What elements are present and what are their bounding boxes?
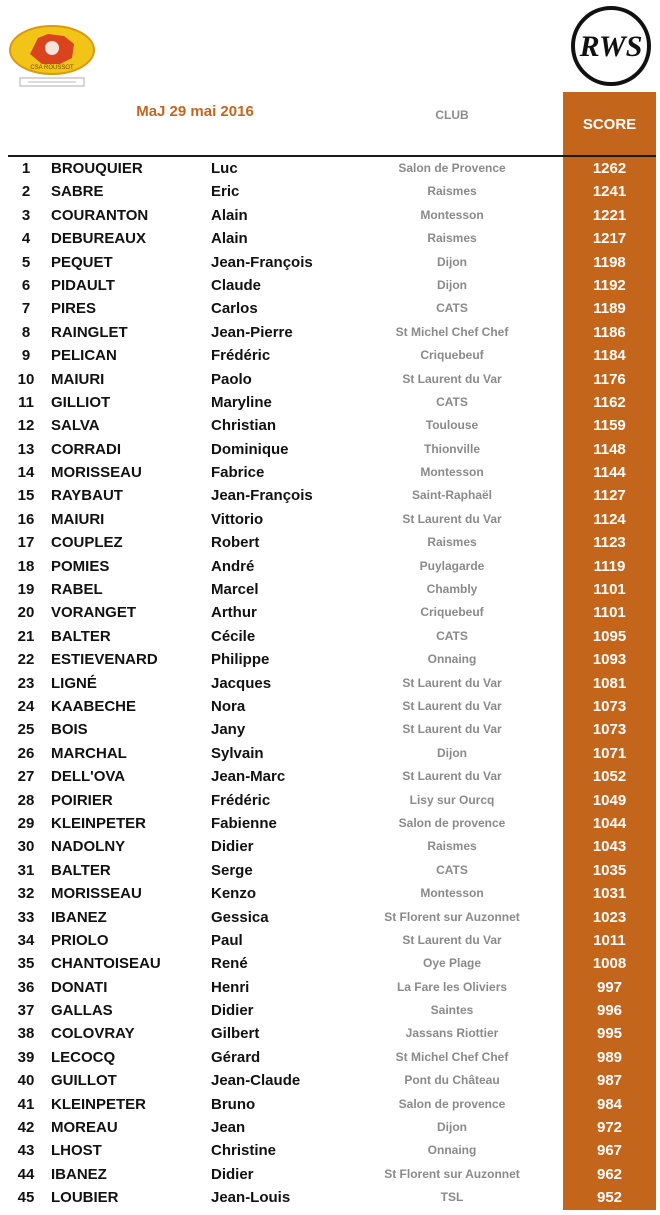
last-name-cell: NADOLNY [51,838,126,856]
rank-cell: 26 [17,744,35,762]
rank-cell: 42 [17,1119,35,1137]
rank-cell: 8 [21,323,31,341]
club-cell: CATS [436,862,468,877]
first-name-cell: Frédéric [211,347,271,365]
rank-cell: 34 [17,931,35,949]
first-name-cell: Jean-François [211,487,313,505]
last-name-cell: GILLIOT [51,393,111,411]
last-name-cell: PRIOLO [51,931,109,949]
club-cell: Raismes [427,535,477,550]
score-cell: 1159 [593,417,626,435]
club-cell: Dijon [437,1120,467,1135]
score-cell: 962 [596,1165,623,1183]
table-row [0,999,660,1022]
club-cell: Salon de Provence [398,161,506,175]
first-name-cell: Nora [211,697,246,715]
table-row [0,180,660,203]
last-name-cell: CORRADI [51,440,121,458]
club-cell: St Laurent du Var [402,371,502,386]
last-name-cell: MAIURI [51,510,105,528]
score-cell: 1192 [593,276,626,294]
score-cell: 1176 [593,370,626,388]
table-row [0,742,660,765]
table-row [0,859,660,882]
rank-cell: 22 [17,651,35,669]
rank-cell: 40 [17,1072,35,1090]
first-name-cell: Didier [211,1002,254,1020]
club-cell: Pont du Château [404,1073,500,1088]
first-name-cell: Jany [211,721,246,739]
score-cell: 1008 [592,955,627,973]
last-name-cell: ESTIEVENARD [51,651,158,669]
table-row [0,601,660,624]
last-name-cell: KLEINPETER [51,1095,147,1113]
club-cell: St Michel Chef Chef [395,324,509,339]
club-cell: St Laurent du Var [402,698,502,713]
last-name-cell: DONATI [51,978,108,996]
last-name-cell: COLOVRAY [51,1025,135,1043]
club-cell: St Laurent du Var [402,769,502,784]
table-row [0,157,660,180]
score-cell: 952 [596,1189,623,1207]
score-cell: 1052 [592,768,627,786]
rank-cell: 29 [17,814,35,832]
rank-cell: 5 [21,253,31,271]
rank-cell: 24 [17,697,35,715]
club-cell: Puylagarde [419,558,485,573]
rank-cell: 16 [17,510,35,528]
last-name-cell: LECOCQ [51,1048,116,1066]
rank-cell: 13 [17,440,35,458]
table-row [0,1116,660,1139]
first-name-cell: Cécile [211,627,256,645]
club-cell: Criquebeuf [420,348,484,363]
first-name-cell: Claude [211,276,262,294]
club-cell: Thionville [423,441,480,456]
score-cell: 1093 [592,651,627,669]
first-name-cell: Christine [211,1142,277,1160]
score-cell: 1023 [592,908,627,926]
table-row [0,906,660,929]
score-cell: 1262 [592,160,627,177]
club-cell: Raismes [427,231,477,246]
rank-cell: 15 [17,487,35,505]
last-name-cell: BOIS [51,721,88,739]
svg-text:CSA ROUSSOT: CSA ROUSSOT [30,65,74,71]
score-cell: 1044 [592,814,627,832]
score-cell: 996 [596,1002,623,1020]
last-name-cell: LHOST [51,1142,102,1160]
table-row [0,1139,660,1162]
club-cell: Onnaing [427,652,477,667]
rank-cell: 7 [21,300,31,318]
club-cell: Salon de provence [398,1096,506,1111]
table-row [0,321,660,344]
club-cell: St Florent sur Auzonnet [384,909,520,924]
rank-cell: 28 [17,791,35,809]
rank-cell: 11 [18,393,34,411]
first-name-cell: Serge [211,861,253,879]
score-cell: 1073 [592,721,627,739]
table-row [0,484,660,507]
first-name-cell: Marcel [211,581,259,599]
last-name-cell: IBANEZ [51,1165,107,1183]
club-cell: Salon de provence [398,815,506,830]
rank-cell: 39 [17,1048,35,1066]
club-cell: St Laurent du Var [402,675,502,690]
last-name-cell: PIDAULT [51,276,115,294]
rank-cell: 2 [21,183,31,201]
table-row [0,976,660,999]
first-name-cell: Paolo [211,370,252,388]
rank-cell: 25 [17,721,35,739]
table-row [0,882,660,905]
first-name-cell: Alain [211,230,248,248]
first-name-cell: Fabrice [211,464,265,482]
table-row [0,1022,660,1045]
first-name-cell: Sylvain [211,744,264,762]
rank-cell: 38 [17,1025,35,1043]
club-cell: Raismes [427,184,477,199]
club-cell: Dijon [437,745,467,760]
club-cell: St Laurent du Var [402,511,502,526]
first-name-cell: Eric [211,183,240,201]
first-name-cell: André [211,557,255,575]
score-cell: 1184 [593,347,626,365]
score-cell: 1198 [593,253,626,271]
rank-cell: 14 [17,464,35,482]
score-cell: 1101 [593,581,626,599]
score-cell: 1043 [592,838,627,856]
rws-logo [569,4,653,88]
club-cell: Lisy sur Ourcq [409,792,495,807]
last-name-cell: BROUQUIER [51,160,143,177]
last-name-cell: MARCHAL [51,744,127,762]
rank-cell: 19 [17,581,35,599]
score-cell: 1162 [593,393,626,411]
table-row [0,508,660,531]
table-row [0,648,660,671]
table-row [0,227,660,250]
first-name-cell: Didier [211,838,254,856]
last-name-cell: VORANGET [51,604,137,622]
score-cell: 984 [596,1095,623,1113]
table-row [0,1163,660,1186]
club-cell: TSL [440,1190,464,1205]
first-name-cell: Arthur [211,604,257,622]
rank-cell: 3 [21,206,31,224]
club-cell: Dijon [437,277,467,292]
table-row [0,555,660,578]
first-name-cell: Jean-Pierre [211,323,293,341]
first-name-cell: Fabienne [211,814,277,832]
first-name-cell: Luc [211,160,238,177]
table-row [0,1093,660,1116]
score-cell: 1241 [592,183,627,201]
club-cell: St Michel Chef Chef [395,1049,509,1064]
score-cell: 1123 [593,534,626,552]
first-name-cell: Robert [211,534,260,552]
club-cell: Criquebeuf [420,605,484,620]
last-name-cell: COURANTON [51,206,149,224]
rank-cell: 18 [17,557,35,575]
last-name-cell: BALTER [51,627,111,645]
last-name-cell: PIRES [51,300,97,318]
table-row [0,204,660,227]
score-cell: 1081 [592,674,627,692]
table-row [0,368,660,391]
first-name-cell: Bruno [211,1095,256,1113]
score-cell: 995 [596,1025,623,1043]
rank-cell: 6 [21,276,31,294]
last-name-cell: MAIURI [51,370,105,388]
score-cell: 1186 [593,323,626,341]
club-cell: Montesson [420,207,484,222]
rank-cell: 44 [17,1165,35,1183]
last-name-cell: PEQUET [51,253,113,271]
rank-cell: 10 [17,370,35,388]
first-name-cell: Didier [211,1165,254,1183]
table-row [0,952,660,975]
score-cell: 1148 [593,440,626,458]
score-cell: 1119 [593,557,626,575]
last-name-cell: LOUBIER [51,1189,119,1207]
last-name-cell: MORISSEAU [51,464,142,482]
last-name-cell: SALVA [51,417,100,435]
last-name-cell: DEBUREAUX [51,230,147,248]
rank-cell: 20 [17,604,35,622]
last-name-cell: BALTER [51,861,111,879]
score-cell: 1101 [593,604,626,622]
last-name-cell: KAABECHE [51,697,137,715]
first-name-cell: Dominique [211,440,289,458]
club-cell: CATS [436,394,468,409]
club-cell: Dijon [437,254,467,269]
score-cell: 1049 [592,791,627,809]
rank-cell: 36 [17,978,35,996]
last-name-cell: RAINGLET [51,323,128,341]
score-cell: 1011 [593,931,626,949]
club-cell: Toulouse [425,418,479,433]
score-cell: 1124 [593,510,626,528]
score-cell: 989 [596,1048,623,1066]
rank-cell: 1 [21,160,31,177]
score-cell: 1035 [592,861,627,879]
first-name-cell: Jean-Louis [211,1189,291,1207]
last-name-cell: GALLAS [51,1002,113,1020]
club-cell: St Laurent du Var [402,932,502,947]
last-name-cell: RABEL [51,581,103,599]
last-name-cell: COUPLEZ [51,534,123,552]
rank-cell: 4 [21,230,31,248]
table-row [0,414,660,437]
table-row [0,531,660,554]
table-row [0,438,660,461]
rank-cell: 41 [17,1095,35,1113]
first-name-cell: Jacques [211,674,272,692]
table-row [0,1046,660,1069]
club-cell: Raismes [427,839,477,854]
last-name-cell: GUILLOT [51,1072,117,1090]
last-name-cell: DELL'OVA [51,768,126,786]
ranking-table [0,157,660,1210]
first-name-cell: René [211,955,248,973]
first-name-cell: Henri [211,978,250,996]
score-cell: 1073 [592,697,627,715]
rank-cell: 12 [17,417,35,435]
score-cell: 1031 [592,885,627,903]
first-name-cell: Gessica [211,908,269,926]
score-cell: 1144 [593,464,626,482]
table-row [0,578,660,601]
table-row [0,929,660,952]
score-cell: 1071 [592,744,627,762]
club-cell: CATS [436,301,468,316]
table-row [0,344,660,367]
score-cell: 987 [596,1072,623,1090]
club-cell: Jassans Riottier [405,1026,499,1041]
score-cell: 1127 [593,487,626,505]
score-cell: 972 [596,1119,623,1137]
last-name-cell: LIGNÉ [51,674,97,692]
score-cell: 1095 [592,627,627,645]
first-name-cell: Gérard [211,1048,261,1066]
rank-cell: 23 [17,674,35,692]
rank-cell: 31 [17,861,35,879]
first-name-cell: Jean [211,1119,246,1137]
table-row [0,695,660,718]
first-name-cell: Jean-Claude [211,1072,301,1090]
club-logo [8,24,96,88]
last-name-cell: POMIES [51,557,110,575]
rank-cell: 43 [17,1142,35,1160]
first-name-cell: Kenzo [211,885,256,903]
rank-cell: 35 [17,955,35,973]
rank-cell: 17 [17,534,35,552]
score-column-header: SCORE [582,116,637,133]
table-row [0,391,660,414]
rank-cell: 32 [17,885,35,903]
score-cell: 1189 [593,300,626,318]
last-name-cell: PELICAN [51,347,117,365]
club-cell: St Florent sur Auzonnet [384,1166,520,1181]
rank-cell: 9 [21,347,31,365]
first-name-cell: Maryline [211,393,272,411]
club-cell: La Fare les Oliviers [396,979,508,994]
score-cell: 997 [596,978,623,996]
table-row [0,297,660,320]
rank-cell: 21 [17,627,35,645]
last-name-cell: SABRE [51,183,104,201]
svg-text:RWS: RWS [579,30,643,63]
table-row [0,1069,660,1092]
first-name-cell: Frédéric [211,791,271,809]
table-row [0,625,660,648]
table-row [0,765,660,788]
last-name-cell: MOREAU [51,1119,118,1137]
table-row [0,1186,660,1209]
rank-cell: 30 [17,838,35,856]
table-row [0,672,660,695]
club-cell: Chambly [426,582,478,597]
table-row [0,718,660,741]
first-name-cell: Philippe [211,651,270,669]
club-cell: Oye Plage [422,956,482,971]
club-cell: St Laurent du Var [402,722,502,737]
table-row [0,274,660,297]
first-name-cell: Vittorio [211,510,264,528]
club-cell: Onnaing [427,1143,477,1158]
last-name-cell: CHANTOISEAU [51,955,161,973]
first-name-cell: Christian [211,417,277,435]
rank-cell: 37 [17,1002,35,1020]
table-row [0,835,660,858]
last-name-cell: IBANEZ [51,908,107,926]
table-row [0,251,660,274]
club-cell: Saintes [430,1003,474,1018]
table-row [0,461,660,484]
first-name-cell: Paul [211,931,243,949]
club-cell: Saint-Raphaël [411,488,492,503]
rank-cell: 27 [17,768,35,786]
last-name-cell: KLEINPETER [51,814,147,832]
table-row [0,812,660,835]
last-name-cell: MORISSEAU [51,885,142,903]
score-cell: 1221 [592,206,627,224]
club-column-header: CLUB [435,108,469,122]
first-name-cell: Jean-Marc [211,768,286,786]
first-name-cell: Carlos [211,300,258,318]
rank-cell: 45 [17,1189,35,1207]
last-name-cell: RAYBAUT [51,487,123,505]
club-cell: Montesson [420,465,484,480]
rank-cell: 33 [17,908,35,926]
first-name-cell: Gilbert [211,1025,260,1043]
first-name-cell: Alain [211,206,248,224]
update-date-label: MaJ 29 mai 2016 [136,103,254,120]
score-cell: 1217 [592,230,627,248]
first-name-cell: Jean-François [211,253,313,271]
club-cell: Montesson [420,886,484,901]
table-row [0,789,660,812]
score-cell: 967 [596,1142,623,1160]
last-name-cell: POIRIER [51,791,113,809]
club-cell: CATS [436,628,468,643]
